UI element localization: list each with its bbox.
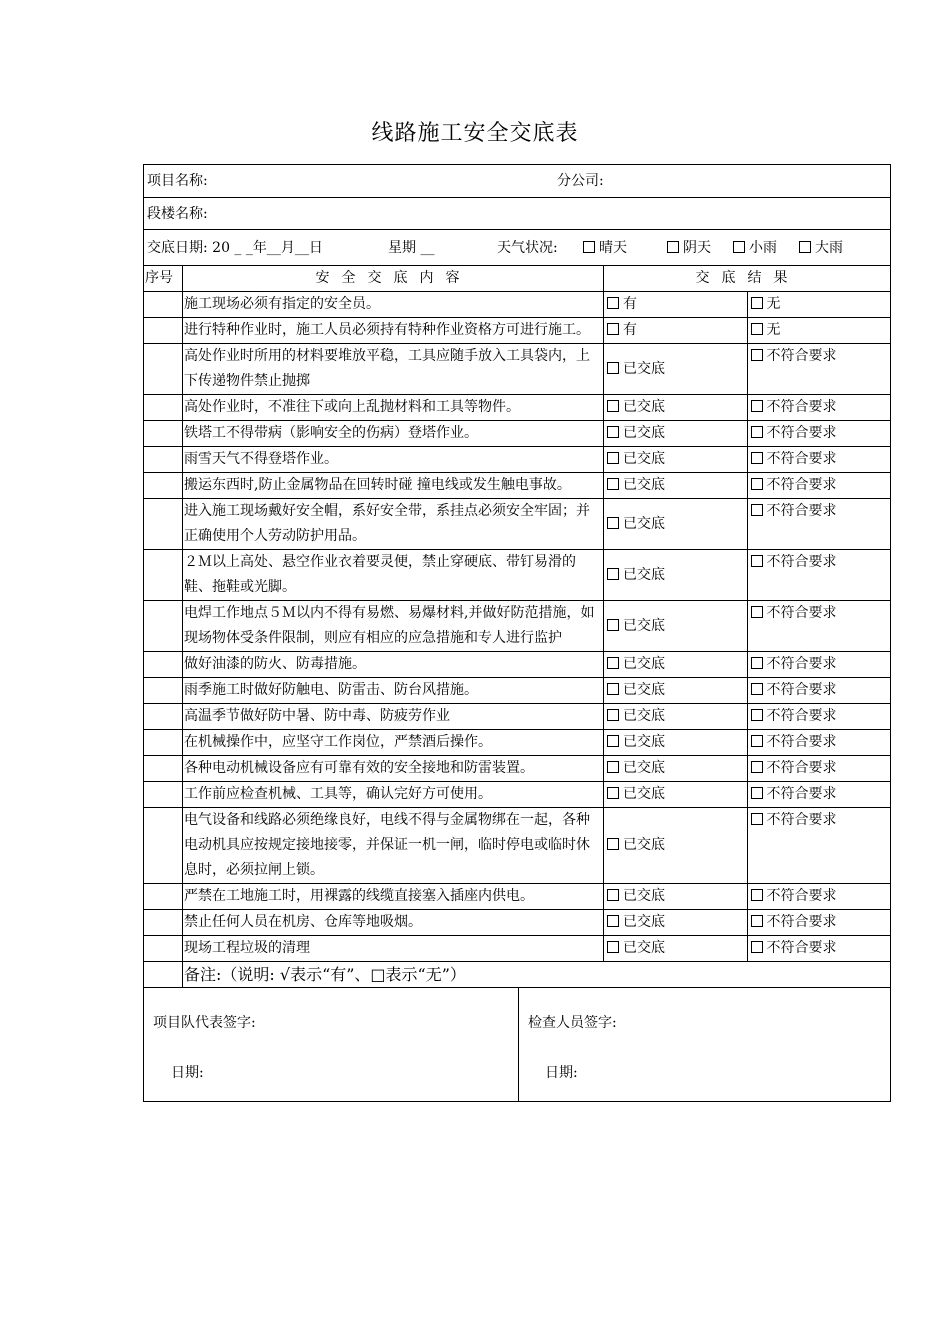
note-text: 备注:（说明: √表示“有”、□表示“无”） [183,962,891,988]
result-option-2[interactable] [747,678,891,704]
result-option-2[interactable] [747,704,891,730]
row-content-cell: 雨季施工时做好防触电、防雷击、防台风措施。 [183,678,604,704]
row-content-cell: ２Ｍ以上高处、悬空作业衣着要灵便，禁止穿硬底、带钉易滑的鞋、拖鞋或光脚。 [183,550,604,601]
result-option-1-label: 已交底 [623,708,665,724]
date-label: 交底日期: 20 _ _年__月__日 [147,240,323,256]
result-option-1[interactable] [604,318,748,344]
weather-option-light-rain[interactable] [731,230,777,266]
result-option-1-label: 已交底 [623,656,665,672]
result-option-1-label: 已交底 [623,566,665,583]
result-option-2-label: 不符合要求 [766,451,837,467]
col-content-header: 安全交底内容 [183,266,604,292]
checkbox-icon [607,761,619,773]
result-option-1[interactable] [604,704,748,730]
result-option-2[interactable] [747,756,891,782]
result-option-2[interactable] [747,910,891,936]
result-option-2[interactable] [747,344,891,395]
checkbox-icon [607,787,619,799]
checkbox-icon [751,657,763,669]
result-option-2[interactable] [747,395,891,421]
checkbox-icon [667,241,679,253]
row-seq-cell [144,678,183,704]
result-option-1-label: 已交底 [623,360,665,377]
checkbox-icon [607,657,619,669]
result-option-1-label: 已交底 [623,477,665,493]
checkbox-icon [751,478,763,490]
result-option-2-label: 不符合要求 [766,734,837,750]
result-option-1-label: 已交底 [623,682,665,698]
row-seq-cell [144,318,183,344]
row-seq-cell [144,499,183,550]
row-content-cell: 进行特种作业时，施工人员必须持有特种作业资格方可进行施工。 [183,318,604,344]
table-row [144,395,891,421]
row-seq-cell [144,473,183,499]
checkbox-icon [751,504,763,516]
row-seq-cell [144,808,183,884]
row-content-cell: 施工现场必须有指定的安全员。 [183,292,604,318]
light-rain-label: 小雨 [749,240,777,256]
row-seq-cell [144,550,183,601]
checkbox-icon [607,478,619,490]
result-option-2-label: 不符合要求 [766,477,837,493]
result-option-1-label: 已交底 [623,617,665,634]
result-option-2[interactable] [747,730,891,756]
row-seq-cell [144,936,183,962]
result-option-2[interactable] [747,421,891,447]
section-name-label: 段楼名称: [147,206,208,222]
result-option-1[interactable] [604,652,748,678]
result-option-2[interactable] [747,782,891,808]
result-option-1-label: 已交底 [623,515,665,532]
table-row [144,678,891,704]
row-content-cell: 雨雪天气不得登塔作业。 [183,447,604,473]
result-option-1-label: 已交底 [623,940,665,956]
result-option-1[interactable] [604,601,748,652]
checkbox-icon [799,241,811,253]
checkbox-icon [751,941,763,953]
row-seq-cell [144,782,183,808]
result-option-2[interactable] [747,292,891,318]
checkbox-icon [751,452,763,464]
result-option-1-label: 有 [623,322,637,338]
row-content-cell: 现场工程垃圾的清理 [183,936,604,962]
result-option-2-label: 不符合要求 [766,682,837,698]
row-content-cell: 禁止任何人员在机房、仓库等地吸烟。 [183,910,604,936]
row-content-cell: 在机械操作中，应坚守工作岗位，严禁酒后操作。 [183,730,604,756]
checkbox-icon [607,426,619,438]
row-seq-cell [144,601,183,652]
table-row [144,318,891,344]
result-option-1[interactable] [604,395,748,421]
row-content-cell: 进入施工现场戴好安全帽，系好安全带，系挂点必须安全牢固；并正确使用个人劳动防护用品。 [183,499,604,550]
table-row [144,652,891,678]
result-option-2[interactable] [747,601,891,652]
checkbox-icon [751,555,763,567]
result-option-2-label: 不符合要求 [766,348,837,364]
result-option-2[interactable] [747,447,891,473]
row-seq-cell [144,704,183,730]
result-option-2[interactable] [747,550,891,601]
row-content-cell: 高处作业时所用的材料要堆放平稳，工具应随手放入工具袋内，上下传递物件禁止抛掷 [183,344,604,395]
checkbox-icon [607,297,619,309]
result-option-1[interactable] [604,473,748,499]
result-option-2[interactable] [747,318,891,344]
result-option-1[interactable] [604,808,748,884]
table-row [144,421,891,447]
checkbox-icon [583,241,595,253]
checkbox-icon [607,915,619,927]
checkbox-icon [607,683,619,695]
checkbox-icon [751,323,763,335]
result-option-1-label: 已交底 [623,760,665,776]
row-seq-cell [144,447,183,473]
checkbox-icon [751,915,763,927]
row-seq-cell [144,884,183,910]
table-row [144,292,891,318]
result-option-2-label: 不符合要求 [766,914,837,930]
result-option-2-label: 无 [766,322,781,338]
table-row [144,936,891,962]
checkbox-icon [607,619,619,631]
row-content-cell: 工作前应检查机械、工具等，确认完好方可使用。 [183,782,604,808]
checkbox-icon [607,568,619,580]
table-row [144,344,891,395]
checkbox-icon [607,709,619,721]
team-rep-date-label: 日期: [171,1065,204,1081]
weekday-label: 星期 __ [388,240,435,256]
result-option-1-label: 已交底 [623,837,665,853]
result-option-2-label: 不符合要求 [766,786,837,802]
checkbox-icon [751,400,763,412]
table-row [144,601,891,652]
result-option-2[interactable] [747,936,891,962]
result-option-2[interactable] [747,652,891,678]
table-row [144,910,891,936]
result-option-2[interactable] [747,884,891,910]
row-seq-cell [144,652,183,678]
result-option-1[interactable] [604,782,748,808]
row-content-cell: 做好油漆的防火、防毒措施。 [183,652,604,678]
result-option-1-label: 已交底 [623,399,665,415]
result-option-1-label: 已交底 [623,451,665,467]
checkbox-icon [751,735,763,747]
inspector-signature-area[interactable] [519,988,891,1101]
row-content-cell: 电气设备和线路必须绝缘良好，电线不得与金属物绑在一起，各种电动机具应按规定接地接零，并保证一机一闸，临时停电或临时休息时，必须拉闸上锁。 [183,808,604,884]
table-row [144,499,891,550]
checkbox-icon [751,606,763,618]
row-content-cell: 铁塔工不得带病（影响安全的伤病）登塔作业。 [183,421,604,447]
result-option-2-label: 不符合要求 [766,399,837,415]
checkbox-icon [607,362,619,374]
result-option-1[interactable] [604,756,748,782]
checkbox-icon [751,709,763,721]
checkbox-icon [607,517,619,529]
checkbox-icon [607,400,619,412]
checkbox-icon [751,787,763,799]
project-name-label: 项目名称: [147,173,208,189]
section-row [143,197,891,229]
note-row [144,962,891,988]
row-seq-cell [144,421,183,447]
result-option-2-label: 不符合要求 [766,656,837,672]
table-header [144,266,891,292]
row-content-cell: 高温季节做好防中暑、防中毒、防疲劳作业 [183,704,604,730]
checkbox-icon [751,683,763,695]
inspector-label: 检查人员签字: [528,1015,617,1031]
col-seq-header: 序号 [144,266,183,292]
weather-label: 天气状况: [497,240,558,256]
result-option-2-label: 不符合要求 [766,425,837,441]
table-row [144,782,891,808]
project-row [143,164,891,197]
result-option-1-label: 已交底 [623,914,665,930]
result-option-2-label: 无 [766,296,781,312]
col-result-header: 交底结果 [604,266,891,292]
result-option-2[interactable] [747,473,891,499]
result-option-1-label: 已交底 [623,734,665,750]
page-title: 线路施工安全交底表 [371,121,579,146]
result-option-1[interactable] [604,292,748,318]
checkbox-icon [751,761,763,773]
sunny-label: 晴天 [599,240,627,256]
result-option-1[interactable] [604,678,748,704]
row-content-cell: 电焊工作地点５Ｍ以内不得有易燃、易爆材料,并做好防范措施，如现场物体受条件限制，则应有相应的应急措施和专人进行监护 [183,601,604,652]
result-option-2[interactable] [747,499,891,550]
checkbox-icon [607,889,619,901]
inspector-date-label: 日期: [545,1065,578,1081]
checkbox-icon [607,735,619,747]
table-row [144,730,891,756]
result-option-2-label: 不符合要求 [766,503,837,519]
result-option-2-label: 不符合要求 [766,812,837,828]
result-option-1-label: 已交底 [623,425,665,441]
checkbox-icon [751,426,763,438]
checkbox-icon [607,838,619,850]
table-row [144,704,891,730]
result-option-1[interactable] [604,421,748,447]
row-seq-cell [144,910,183,936]
checkbox-icon [751,349,763,361]
table-row [144,756,891,782]
result-option-1[interactable] [604,884,748,910]
result-option-1[interactable] [604,910,748,936]
result-option-1-label: 已交底 [623,786,665,802]
result-option-1-label: 已交底 [623,888,665,904]
result-option-1[interactable] [604,447,748,473]
result-option-2-label: 不符合要求 [766,888,837,904]
weather-option-cloudy[interactable] [665,230,711,266]
result-option-2-label: 不符合要求 [766,605,837,621]
result-option-1[interactable] [604,550,748,601]
result-option-2-label: 不符合要求 [766,554,837,570]
checkbox-icon [607,452,619,464]
result-option-2-label: 不符合要求 [766,708,837,724]
weather-option-heavy-rain[interactable] [797,230,843,266]
checkbox-icon [751,889,763,901]
result-option-1-label: 有 [623,296,637,312]
table-row [144,447,891,473]
team-rep-signature-area[interactable] [144,988,519,1101]
heavy-rain-label: 大雨 [815,240,843,256]
table-row [144,884,891,910]
checkbox-icon [733,241,745,253]
result-option-2[interactable] [747,808,891,884]
result-option-1[interactable] [604,730,748,756]
row-seq-cell [144,395,183,421]
signature-block [143,988,891,1102]
safety-form [143,164,891,1102]
row-content-cell: 各种电动机械设备应有可靠有效的安全接地和防雷装置。 [183,756,604,782]
table-row [144,473,891,499]
briefing-table [143,265,891,988]
row-content-cell: 严禁在工地施工时，用裸露的线缆直接塞入插座内供电。 [183,884,604,910]
row-seq-cell [144,730,183,756]
checkbox-icon [607,323,619,335]
note-seq-cell [144,962,183,988]
result-option-2-label: 不符合要求 [766,760,837,776]
row-content-cell: 高处作业时，不准往下或向上乱抛材料和工具等物件。 [183,395,604,421]
result-option-2-label: 不符合要求 [766,940,837,956]
table-row [144,808,891,884]
weather-option-sunny[interactable] [581,230,627,266]
row-seq-cell [144,756,183,782]
checkbox-icon [607,941,619,953]
result-option-1[interactable] [604,499,748,550]
result-option-1[interactable] [604,936,748,962]
checkbox-icon [751,297,763,309]
cloudy-label: 阴天 [683,240,711,256]
checkbox-icon [751,813,763,825]
row-content-cell: 搬运东西时,防止金属物品在回转时碰 撞电线或发生触电事故。 [183,473,604,499]
table-row [144,550,891,601]
branch-label: 分公司: [557,173,604,189]
result-option-1[interactable] [604,344,748,395]
team-rep-label: 项目队代表签字: [153,1015,256,1031]
row-seq-cell [144,344,183,395]
date-row [143,229,891,265]
row-seq-cell [144,292,183,318]
